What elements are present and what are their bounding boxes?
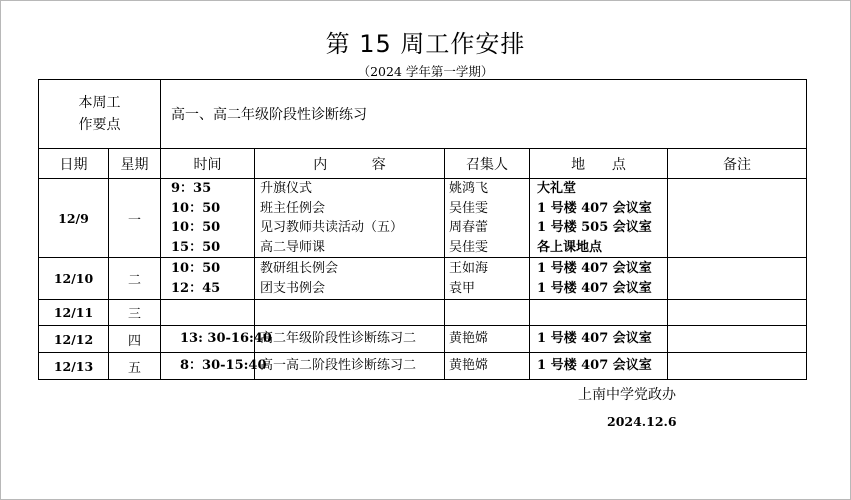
time-cell <box>161 353 267 380</box>
event-content: 团支书例会 <box>260 280 326 296</box>
event-convener: 黄艳嫦 <box>449 331 489 347</box>
time-cell <box>161 300 255 326</box>
date-cell: 12/10 <box>39 258 109 300</box>
weekday-cell: 五 <box>109 353 161 380</box>
page-title: 第 15 周工作安排 <box>325 30 526 58</box>
content-cell <box>255 326 445 353</box>
location-cell <box>530 326 668 353</box>
content-cell <box>255 300 445 326</box>
day-row-thursday <box>39 326 807 353</box>
key-points-row <box>39 80 807 149</box>
event-convener: 周春蕾 <box>449 220 489 235</box>
weekday-cell: 四 <box>109 326 161 353</box>
date-cell: 12/9 <box>39 179 109 258</box>
header-date: 日期 <box>39 149 109 179</box>
key-points-text: 高一、高二年级阶段性诊断练习 <box>161 80 807 149</box>
event-convener: 王如海 <box>449 261 489 276</box>
event-location: 1 号楼 407 会议室 <box>537 358 652 374</box>
header-convener: 召集人 <box>445 149 530 179</box>
event-content: 升旗仪式 <box>260 181 313 196</box>
issuing-office: 上南中学党政办 <box>578 387 676 403</box>
event-convener: 袁甲 <box>449 280 476 296</box>
convener-cell <box>445 353 530 380</box>
content-cell <box>255 258 445 300</box>
remarks-cell <box>668 300 807 326</box>
weekday-cell: 三 <box>109 300 161 326</box>
event-time: 8：30-15:40 <box>180 358 267 374</box>
location-cell <box>530 353 668 380</box>
time-cell <box>161 326 272 353</box>
day-row-friday <box>39 353 807 380</box>
header-content: 内 容 <box>255 149 445 179</box>
event-content: 班主任例会 <box>260 200 326 216</box>
header-remarks: 备注 <box>668 149 807 179</box>
content-cell <box>255 179 445 258</box>
weekday-cell: 二 <box>109 258 161 300</box>
weekday-cell: 一 <box>109 179 161 258</box>
day-row-monday <box>39 179 807 258</box>
schedule-table <box>38 79 807 380</box>
event-time: 9：35 <box>171 181 212 196</box>
event-content: 见习教师共读活动（五） <box>260 220 404 235</box>
event-time: 10：50 <box>171 200 221 216</box>
event-time: 13: 30-16:40 <box>180 331 272 347</box>
date-cell: 12/11 <box>39 300 109 326</box>
time-cell <box>161 258 255 300</box>
event-time: 15：50 <box>171 239 221 255</box>
remarks-cell <box>668 353 807 380</box>
event-convener: 姚鸿飞 <box>449 181 489 196</box>
event-convener: 吴佳雯 <box>449 200 489 216</box>
day-row-tuesday <box>39 258 807 300</box>
location-cell <box>530 258 668 300</box>
remarks-cell <box>668 179 807 258</box>
key-points-label: 本周工 作要点 <box>39 80 161 149</box>
event-time: 12：45 <box>171 280 221 296</box>
event-content: 教研组长例会 <box>260 261 339 276</box>
event-time: 10：50 <box>171 261 221 276</box>
event-location: 1 号楼 505 会议室 <box>537 220 652 235</box>
event-content: 高一高二阶段性诊断练习二 <box>260 358 417 374</box>
date-cell: 12/12 <box>39 326 109 353</box>
event-location: 1 号楼 407 会议室 <box>537 261 652 276</box>
issue-date: 2024.12.6 <box>607 414 677 429</box>
location-cell <box>530 300 668 326</box>
event-location: 各上课地点 <box>537 239 603 255</box>
event-content: 高二导师课 <box>260 239 326 255</box>
date-cell: 12/13 <box>39 353 109 380</box>
header-time: 时间 <box>161 149 255 179</box>
header-row <box>39 149 807 179</box>
event-location: 1 号楼 407 会议室 <box>537 331 652 347</box>
convener-cell <box>445 258 530 300</box>
remarks-cell <box>668 258 807 300</box>
event-content: 高二年级阶段性诊断练习二 <box>260 331 417 347</box>
event-location: 1 号楼 407 会议室 <box>537 200 652 216</box>
convener-cell <box>445 326 530 353</box>
remarks-cell <box>668 326 807 353</box>
time-cell <box>161 179 255 258</box>
convener-cell <box>445 300 530 326</box>
location-cell <box>530 179 668 258</box>
day-row-wednesday <box>39 300 807 326</box>
page-subtitle: （2024 学年第一学期） <box>357 64 494 79</box>
event-convener: 黄艳嫦 <box>449 358 489 374</box>
content-cell <box>255 353 445 380</box>
event-time: 10：50 <box>171 220 221 235</box>
event-convener: 吴佳雯 <box>449 239 489 255</box>
event-location: 大礼堂 <box>537 181 577 196</box>
convener-cell <box>445 179 530 258</box>
event-location: 1 号楼 407 会议室 <box>537 280 652 296</box>
header-location: 地 点 <box>530 149 668 179</box>
header-weekday: 星期 <box>109 149 161 179</box>
